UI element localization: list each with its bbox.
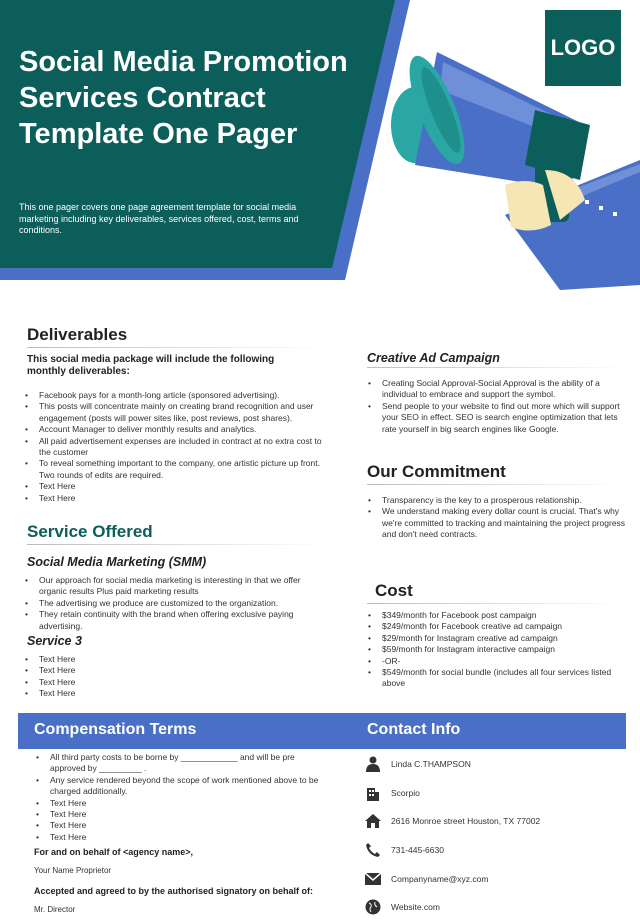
contact-row-website[interactable]	[365, 899, 440, 915]
list-item: • Any service rendered beyond the scope of work mentioned above to be charged additionally.	[34, 775, 324, 798]
list-item: • Text Here	[23, 654, 327, 665]
creative-ad-title: Creative Ad Campaign	[367, 351, 500, 365]
list-item: • $549/month for social bundle (includes all four services listed above	[366, 667, 627, 690]
contact-name: Linda C.THAMPSON	[391, 759, 471, 769]
list-item: • Text Here	[34, 809, 324, 820]
contact-email[interactable]: Companyname@xyz.com	[391, 874, 489, 884]
service-offered-section	[27, 522, 327, 700]
list-item: • Our approach for social media marketing is interesting in that we offer organic results Plus paid marketing results	[23, 575, 327, 598]
cost-section	[367, 581, 627, 690]
list-item: • Account Manager to deliver monthly results and analytics.	[23, 424, 327, 435]
list-item: • Text Here	[23, 481, 327, 492]
list-item: • All paid advertisement expenses are included in contract at no extra cost to the customer	[23, 436, 327, 459]
director-text: Mr. Director	[34, 905, 76, 915]
list-item: • They retain continuity with the brand when offering exclusive paying advertising.	[23, 609, 327, 632]
divider	[27, 544, 327, 545]
creative-ad-section	[367, 351, 627, 435]
list-item: • Text Here	[34, 820, 324, 831]
intro-text: This one pager covers one page agreement template for social media marketing including key deliverables, services offered, cost, terms and conditions.	[19, 202, 299, 235]
deliverables-section	[27, 325, 327, 504]
contact-heading: Contact Info	[367, 721, 461, 738]
deliverables-heading: Deliverables	[27, 325, 128, 344]
list-item: • $29/month for Instagram creative ad campaign	[366, 633, 627, 644]
divider	[367, 367, 627, 368]
list-item: • Text Here	[34, 832, 324, 843]
cost-list	[366, 610, 627, 690]
list-item: • -OR-	[366, 656, 627, 667]
smm-title: Social Media Marketing (SMM)	[27, 555, 207, 569]
behalf-text: For and on behalf of <agency name>,	[34, 847, 194, 858]
list-item: • Facebook pays for a month-long article (sponsored advertising).	[23, 390, 327, 401]
globe-icon	[365, 899, 381, 915]
service-offered-heading: Service Offered	[27, 522, 153, 541]
list-item: • Text Here	[34, 798, 324, 809]
list-item: • $59/month for Instagram interactive campaign	[366, 644, 627, 655]
list-item: • We understand making every dollar count is crucial. That's why we're committed to tracking and maintaining the project progress and don't need contracts.	[366, 506, 627, 540]
list-item: • Text Here	[23, 493, 327, 504]
proprietor-text: Your Name Proprietor	[34, 866, 112, 876]
home-icon	[365, 813, 381, 829]
creative-ad-list	[366, 378, 627, 435]
contact-row-name	[365, 756, 471, 772]
contact-row-phone	[365, 842, 444, 858]
deliverables-list	[23, 390, 327, 504]
list-item: • Transparency is the key to a prosperous relationship.	[366, 495, 627, 506]
contact-row-company	[365, 785, 420, 801]
list-item: • Creating Social Approval-Social Approval is the ability of a individual to embrace and support the symbol.	[366, 378, 627, 401]
mail-icon	[365, 871, 381, 887]
service3-list	[23, 654, 327, 700]
contact-row-address	[365, 813, 540, 829]
building-icon	[365, 785, 381, 801]
contact-address: 2616 Monroe street Houston, TX 77002	[391, 816, 541, 826]
megaphone-icon	[385, 40, 640, 290]
logo: LOGO	[545, 10, 621, 86]
list-item: • Text Here	[23, 688, 327, 699]
bottom-header-band	[18, 713, 626, 749]
page-title: Social Media Promotion Services Contract Template One Pager	[19, 46, 348, 150]
contact-website[interactable]: Website.com	[391, 902, 440, 912]
list-item: • $249/month for Facebook creative ad campaign	[366, 621, 627, 632]
list-item: • Send people to your website to find out more which will support your SEO in effect. SEO is search engine optimization that lets rate yourself in big search engines like Google.	[366, 401, 627, 435]
cost-heading: Cost	[375, 581, 413, 600]
compensation-heading: Compensation Terms	[34, 721, 197, 738]
compensation-section	[34, 752, 324, 914]
contact-row-email[interactable]	[365, 871, 488, 887]
divider	[27, 347, 327, 348]
contact-company: Scorpio	[391, 788, 420, 798]
list-item: • Text Here	[23, 665, 327, 676]
list-item: • All third party costs to be borne by ____________ and will be pre approved by _________ .	[34, 752, 324, 775]
service3-title: Service 3	[27, 634, 82, 649]
list-item: • Text Here	[23, 677, 327, 688]
commitment-section	[367, 462, 627, 541]
person-icon	[365, 756, 381, 772]
contact-phone: 731-445-6630	[391, 845, 444, 855]
accepted-text: Accepted and agreed to by the authorised signatory on behalf of:	[34, 886, 314, 897]
compensation-list	[34, 752, 324, 843]
deliverables-subheading: This social media package will include the following monthly deliverables:	[27, 354, 275, 377]
divider	[367, 603, 627, 604]
divider	[367, 484, 627, 485]
list-item: • To reveal something important to the company, one artistic picture up front. Two rounds of edits are required.	[23, 458, 327, 481]
phone-icon	[365, 842, 381, 858]
commitment-heading: Our Commitment	[367, 462, 506, 481]
list-item: • $349/month for Facebook post campaign	[366, 610, 627, 621]
smm-list	[23, 575, 327, 632]
commitment-list	[366, 495, 627, 541]
list-item: • This posts will concentrate mainly on creating brand recognition and user engagement (posts will power sites like, post reviews, post shares).	[23, 401, 327, 424]
list-item: • The advertising we produce are customized to the organization.	[23, 598, 327, 609]
